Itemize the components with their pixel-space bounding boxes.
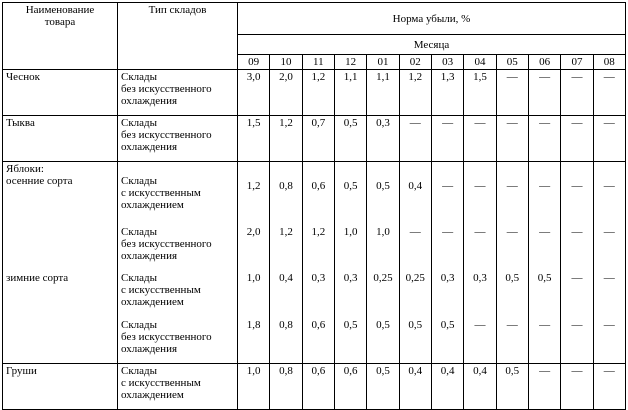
norm-value: 0,3	[367, 116, 399, 162]
norm-value: 0,4	[270, 271, 302, 318]
storage-type-text: Склады с искусственным охлаждением	[121, 271, 201, 308]
norm-value: 0,6	[302, 162, 334, 225]
storage-type-text: Склады с искусственным охлаждением	[121, 175, 201, 211]
storage-type-cell	[118, 271, 238, 318]
norm-value: 0,25	[399, 271, 431, 318]
norm-value: 1,8	[238, 318, 270, 364]
norm-value: —	[593, 225, 625, 271]
product-variety: зимние сорта	[6, 271, 69, 284]
norm-value: —	[593, 70, 625, 116]
norm-value: —	[464, 225, 496, 271]
norm-value: 0,3	[334, 271, 366, 318]
norm-value: —	[561, 271, 593, 318]
norm-value: 3,0	[238, 70, 270, 116]
table-row	[3, 162, 626, 225]
norm-value: 0,5	[367, 162, 399, 225]
norm-value: 0,5	[334, 116, 366, 162]
norm-value: —	[496, 162, 528, 225]
norm-value: 1,1	[367, 70, 399, 116]
norm-value: 0,8	[270, 364, 302, 410]
norm-value: 0,5	[496, 271, 528, 318]
norm-value: 0,5	[496, 364, 528, 410]
storage-type-cell	[118, 318, 238, 364]
product-cell	[3, 70, 118, 116]
norm-value: 0,5	[334, 318, 366, 364]
norm-value: 0,3	[302, 271, 334, 318]
norm-value: —	[561, 162, 593, 225]
norm-value: 1,0	[334, 225, 366, 271]
norm-value: 0,5	[367, 318, 399, 364]
norm-value: 1,5	[238, 116, 270, 162]
norm-value: 0,5	[367, 364, 399, 410]
norm-value: 0,3	[431, 271, 463, 318]
storage-type-text: Склады без искусственного охлаждения	[121, 71, 212, 107]
table-row	[3, 116, 626, 162]
product-cell	[3, 116, 118, 162]
norm-value: 1,2	[302, 70, 334, 116]
shrinkage-norms-table	[2, 2, 626, 410]
norm-value: 0,8	[270, 318, 302, 364]
norm-value: —	[561, 364, 593, 410]
norm-value: —	[496, 318, 528, 364]
norm-value: 0,6	[302, 318, 334, 364]
norm-value: 1,2	[302, 225, 334, 271]
norm-value: —	[431, 116, 463, 162]
norm-value: —	[496, 225, 528, 271]
norm-value: 0,5	[431, 318, 463, 364]
norm-value: 2,0	[238, 225, 270, 271]
norm-value: 1,2	[399, 70, 431, 116]
storage-type-text: Склады с искусственным охлаждением	[121, 365, 201, 401]
product-title: Яблоки:	[6, 163, 44, 175]
norm-value: 0,6	[302, 364, 334, 410]
product-cell	[3, 162, 118, 225]
norm-value: —	[431, 162, 463, 225]
month-header: 01	[367, 55, 399, 70]
table-row	[3, 318, 626, 364]
table-row	[3, 225, 626, 271]
norm-value: 0,5	[399, 318, 431, 364]
header-norm: Норма убыли, %	[238, 3, 626, 35]
product-title: Груши	[6, 365, 37, 377]
norm-value: —	[464, 116, 496, 162]
storage-type-cell	[118, 70, 238, 116]
product-cell	[3, 364, 118, 410]
month-header: 03	[431, 55, 463, 70]
storage-type-cell	[118, 116, 238, 162]
month-header: 05	[496, 55, 528, 70]
norm-value: 0,8	[270, 162, 302, 225]
norm-value: 1,3	[431, 70, 463, 116]
header-storage-type: Тип складов	[118, 3, 238, 70]
norm-value: 0,25	[367, 271, 399, 318]
table-row	[3, 70, 626, 116]
norm-value: 0,7	[302, 116, 334, 162]
storage-type-text: Склады без искусственного охлаждения	[121, 318, 212, 355]
storage-type-cell	[118, 225, 238, 271]
header-product: Наименование товара	[3, 3, 118, 70]
norm-value: —	[496, 70, 528, 116]
month-header: 08	[593, 55, 625, 70]
norm-value: —	[561, 318, 593, 364]
norm-value: 1,0	[367, 225, 399, 271]
norm-value: 1,2	[270, 116, 302, 162]
storage-type-text: Склады без искусственного охлаждения	[121, 117, 212, 153]
norm-value: —	[528, 70, 560, 116]
norm-value: —	[528, 318, 560, 364]
product-cell	[3, 318, 118, 364]
norm-value: 0,5	[528, 271, 560, 318]
storage-type-cell	[118, 162, 238, 225]
month-header: 09	[238, 55, 270, 70]
table-row	[3, 364, 626, 410]
norm-value: —	[528, 364, 560, 410]
norm-value: —	[593, 271, 625, 318]
product-title: Чеснок	[6, 71, 40, 83]
product-variety: осенние сорта	[6, 175, 73, 187]
norm-value: —	[399, 225, 431, 271]
norm-value: —	[593, 116, 625, 162]
norm-value: 0,6	[334, 364, 366, 410]
product-cell	[3, 271, 118, 318]
norm-value: —	[399, 116, 431, 162]
norm-value: —	[593, 162, 625, 225]
month-header: 02	[399, 55, 431, 70]
product-cell	[3, 225, 118, 271]
table-row	[3, 271, 626, 318]
norm-value: 1,2	[238, 162, 270, 225]
product-title: Тыква	[6, 117, 35, 129]
norm-value: —	[528, 116, 560, 162]
norm-value: 0,5	[334, 162, 366, 225]
month-header: 06	[528, 55, 560, 70]
month-header: 07	[561, 55, 593, 70]
norm-value: —	[593, 318, 625, 364]
norm-value: 1,0	[238, 271, 270, 318]
norm-value: 1,2	[270, 225, 302, 271]
norm-value: —	[528, 162, 560, 225]
norm-value: —	[496, 116, 528, 162]
norm-value: 0,4	[464, 364, 496, 410]
month-header: 11	[302, 55, 334, 70]
norm-value: —	[561, 116, 593, 162]
norm-value: 0,4	[399, 364, 431, 410]
month-header: 04	[464, 55, 496, 70]
norm-value: 1,0	[238, 364, 270, 410]
norm-value: 1,1	[334, 70, 366, 116]
norm-value: 0,4	[399, 162, 431, 225]
norm-value: —	[431, 225, 463, 271]
norm-value: 1,5	[464, 70, 496, 116]
storage-type-cell	[118, 364, 238, 410]
norm-value: —	[561, 70, 593, 116]
norm-value: —	[528, 225, 560, 271]
month-header: 12	[334, 55, 366, 70]
norm-value: —	[561, 225, 593, 271]
norm-value: —	[464, 162, 496, 225]
month-header: 10	[270, 55, 302, 70]
norm-value: 2,0	[270, 70, 302, 116]
header-month: Месяца	[238, 35, 626, 55]
norm-value: 0,4	[431, 364, 463, 410]
norm-value: 0,3	[464, 271, 496, 318]
norm-value: —	[593, 364, 625, 410]
storage-type-text: Склады без искусственного охлаждения	[121, 225, 212, 262]
norm-value: —	[464, 318, 496, 364]
